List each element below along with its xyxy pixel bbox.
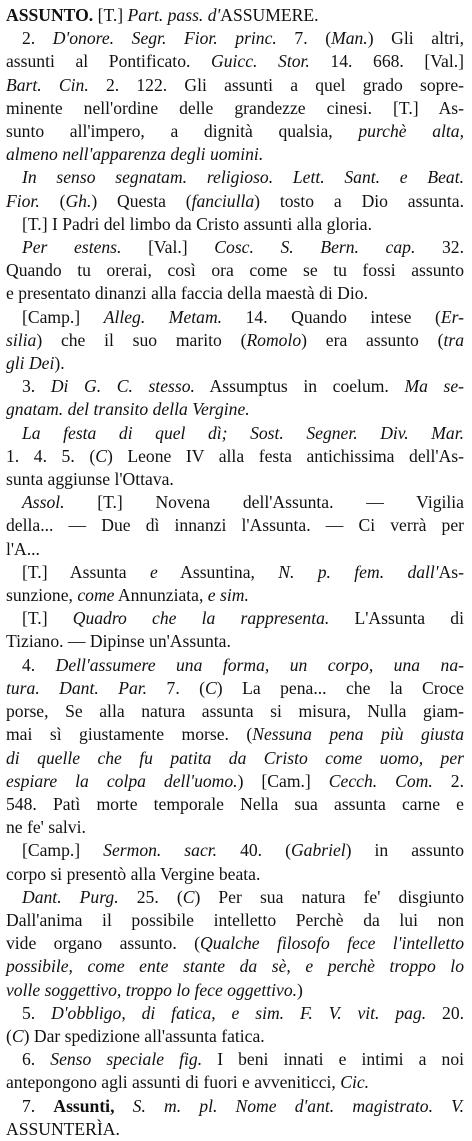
text-run: 7. (: [147, 677, 206, 698]
text-run: ).: [54, 353, 65, 374]
text-line: [6, 607, 464, 630]
italic-run: Gh.: [65, 190, 92, 211]
text-line: [6, 909, 464, 932]
text-line: [6, 816, 464, 839]
text-run: 6.: [22, 1049, 51, 1070]
italic-run: D'onore. Segr. Fior. princ.: [52, 28, 277, 49]
text-line: [6, 793, 464, 816]
italic-run: Man.: [331, 28, 368, 49]
text-run: [T.]: [22, 608, 73, 629]
text-run: della... — Due dì innanzi l'Assunta. — Ci verrà per: [6, 515, 464, 536]
text-run: assunti al Pontificato.: [6, 51, 212, 72]
text-run: 5.: [22, 1002, 52, 1023]
text-run: Assumptus in coelum.: [194, 376, 405, 397]
text-run: ASSUMERE.: [220, 5, 319, 25]
text-run: e presentato dinanzi alla faccia della maestà di Dio.: [6, 283, 368, 304]
text-run: sunto all'impero, a dignità qualsia,: [6, 121, 359, 142]
text-line: [6, 236, 464, 259]
text-run: ) tosto a Dio assunta.: [254, 190, 465, 211]
text-run: 3.: [22, 376, 51, 397]
text-run: [Val.]: [121, 237, 215, 258]
text-run: (: [39, 190, 66, 211]
italic-run: purchè alta,: [358, 121, 464, 142]
italic-run: Nessuna pena più giusta: [252, 724, 464, 745]
text-run: 25. (: [118, 886, 183, 907]
italic-run: C: [11, 1025, 24, 1046]
text-line: [6, 282, 464, 305]
text-run: 14. 668. [Val.]: [309, 51, 464, 72]
italic-run: Sermon. sacr.: [103, 840, 218, 861]
italic-run: gli Dei: [6, 353, 55, 374]
text-run: ) era assunto (: [301, 329, 444, 350]
italic-run: Assol.: [22, 492, 65, 513]
text-line: [6, 677, 464, 700]
italic-run: Bart. Cin.: [6, 74, 89, 95]
text-line: [6, 50, 464, 73]
text-line: [6, 213, 464, 236]
text-line: [6, 770, 464, 793]
text-line: [6, 422, 464, 445]
text-run: [114, 1096, 132, 1116]
italic-run: Ma se-: [404, 376, 465, 397]
text-line: [6, 932, 464, 955]
italic-run: gnatam. del transito della Vergine.: [6, 399, 250, 420]
text-line: [6, 886, 464, 909]
text-line: [6, 538, 464, 561]
text-run: ): [297, 979, 303, 1000]
text-run: Dall'anima il possibile intelletto Perchè da lui non: [6, 909, 464, 930]
text-run: ASSUNTERÌA.: [6, 1118, 120, 1139]
text-run: 7.: [22, 1095, 54, 1116]
italic-run: C: [205, 677, 217, 698]
italic-run: Alleg. Metam.: [103, 306, 223, 327]
text-run: ) [Cam.]: [237, 770, 329, 791]
italic-run: D'obbligo, di fatica, e sim. F. V. vit. pag.: [51, 1002, 427, 1023]
text-run: ) Per sua natura fe' disgiunto: [194, 886, 464, 907]
italic-run: Part. pass. d': [127, 5, 221, 25]
text-run: minente nell'ordine delle grandezze cinesi. [T.] As-: [6, 97, 464, 118]
italic-run: Dant. Purg.: [22, 886, 119, 907]
text-line: [6, 654, 464, 677]
text-line: [6, 190, 464, 213]
text-run: 32.: [415, 237, 464, 258]
text-run: I beni innati e intimi a noi: [202, 1049, 465, 1070]
text-line: [6, 561, 464, 584]
italic-run: N. p. fem. dall': [278, 561, 439, 582]
italic-run: Senso speciale fig.: [50, 1049, 203, 1070]
italic-run: come: [77, 585, 115, 606]
text-line: [6, 27, 464, 50]
text-run: [Camp.]: [22, 840, 104, 861]
text-run: [T.]: [93, 5, 128, 25]
text-run: sunta aggiunse l'Ottava.: [6, 469, 174, 490]
text-run: ) in assunto: [345, 840, 465, 861]
text-run: l'A...: [6, 538, 40, 559]
text-line: [6, 1071, 464, 1094]
text-line: [6, 74, 464, 97]
italic-run: Gabriel: [290, 840, 346, 861]
text-line: [6, 630, 464, 653]
text-run: Tiziano. — Dipinse un'Assunta.: [6, 631, 231, 652]
text-line: [6, 352, 464, 375]
italic-run: tura. Dant. Par.: [6, 677, 148, 698]
text-run: (: [6, 1025, 12, 1046]
text-line: [6, 584, 464, 607]
italic-run: Quadro che la rappresenta.: [72, 608, 330, 629]
italic-run: espiare la colpa dell'uomo.: [6, 770, 238, 791]
text-run: 548. Patì morte temporale Nella sua assunta carne e: [6, 793, 464, 814]
text-run: 20.: [426, 1002, 465, 1023]
text-line: [6, 514, 464, 537]
italic-run: In senso segnatam. religioso. Lett. Sant. e Beat.: [22, 167, 464, 188]
text-line: [6, 468, 464, 491]
text-run: ) La pena... che la Croce: [216, 677, 464, 698]
text-line: [6, 259, 464, 282]
italic-run: Qualche filosofo fece l'intelletto: [199, 933, 464, 954]
italic-run: Guicc. Stor.: [211, 51, 310, 72]
italic-run: Fior.: [6, 190, 40, 211]
text-line: [6, 839, 464, 862]
text-line: [6, 723, 464, 746]
italic-run: Romolo: [246, 329, 302, 350]
italic-run: Cic.: [340, 1072, 370, 1093]
text-line: [6, 306, 464, 329]
text-run: ) Leone IV alla festa antichissima dell'As-: [106, 445, 464, 466]
italic-run: possibile, come ente stante da sè, e perchè troppo lo: [6, 956, 464, 977]
italic-run: Er-: [440, 306, 464, 327]
italic-run: Cosc. S. Bern. cap.: [214, 237, 416, 258]
italic-run: S. m. pl. Nome d'ant. magistrato. V.: [132, 1095, 465, 1116]
text-run: ) Dar spedizione all'assunta fatica.: [23, 1025, 265, 1046]
text-line: [6, 955, 464, 978]
text-run: Quando tu orerai, così ora come se tu fossi assunto: [6, 260, 464, 281]
text-run: ) che il suo marito (: [36, 329, 247, 350]
text-run: vide organo assunto. (: [6, 933, 200, 954]
text-line: [6, 329, 464, 352]
text-run: 40. (: [217, 840, 291, 861]
italic-run: tra: [443, 329, 464, 350]
text-run: Assuntina,: [157, 561, 279, 582]
text-line: [6, 1002, 464, 1025]
text-line: [6, 4, 464, 27]
text-run: ne fe' salvi.: [6, 817, 86, 838]
dictionary-entry-assunto: [6, 4, 464, 1141]
text-run: [Camp.]: [22, 306, 104, 327]
italic-run: e: [149, 561, 158, 582]
text-run: 2. 122. Gli assunti a quel grado sopre-: [88, 74, 464, 95]
text-run: 2.: [22, 28, 53, 49]
text-run: antepongono agli assunti di fuori e avveniticci,: [6, 1072, 341, 1093]
text-run: [T.] Novena dell'Assunta. — Vigilia: [64, 492, 464, 513]
text-run: corpo si presentò alla Vergine beata.: [6, 863, 261, 884]
italic-run: volle soggettivo, troppo lo fece oggettivo.: [6, 979, 298, 1000]
italic-run: C: [182, 886, 195, 907]
italic-run: di quelle che fu patita da Cristo come uomo, per: [6, 747, 464, 768]
text-line: [6, 166, 464, 189]
text-line: [6, 1118, 464, 1141]
text-line: [6, 700, 464, 723]
italic-run: fanciulla: [191, 190, 255, 211]
text-line: [6, 398, 464, 421]
text-line: [6, 1025, 464, 1048]
text-run: L'Assunta di: [329, 608, 464, 629]
italic-run: silia: [6, 329, 37, 350]
italic-run: La festa di quel dì; Sost. Segner. Div. Mar.: [22, 422, 464, 443]
italic-run: almeno nell'apparenza degli uomini.: [6, 144, 264, 165]
headword: ASSUNTO.: [6, 5, 94, 25]
headword: Assunti,: [53, 1095, 115, 1116]
italic-run: Dell'assumere una forma, un corpo, una na-: [55, 654, 464, 675]
text-line: [6, 1095, 464, 1118]
text-run: ) Questa (: [91, 190, 192, 211]
text-run: 14. Quando intese (: [222, 306, 441, 327]
text-run: As-: [438, 561, 464, 582]
italic-run: C: [95, 445, 107, 466]
text-line: [6, 143, 464, 166]
text-run: ) Gli altri,: [367, 28, 464, 49]
text-run: Annunziata,: [114, 585, 208, 606]
text-run: 2.: [432, 770, 464, 791]
text-line: [6, 120, 464, 143]
italic-run: e sim.: [207, 585, 249, 606]
text-line: [6, 863, 464, 886]
text-line: [6, 375, 464, 398]
text-run: [T.] I Padri del limbo da Cristo assunti alla gloria.: [22, 213, 373, 234]
text-line: [6, 445, 464, 468]
text-run: sunzione,: [6, 585, 78, 606]
text-run: [T.] Assunta: [22, 561, 150, 582]
text-line: [6, 979, 464, 1002]
text-run: mai sì giustamente morse. (: [6, 724, 253, 745]
text-line: [6, 491, 464, 514]
text-run: 1. 4. 5. (: [6, 445, 96, 466]
italic-run: Cecch. Com.: [328, 770, 433, 791]
text-line: [6, 97, 464, 120]
italic-run: Di G. C. stesso.: [50, 376, 195, 397]
italic-run: Per estens.: [22, 237, 122, 258]
text-run: 4.: [22, 654, 56, 675]
text-line: [6, 1048, 464, 1071]
text-run: 7. (: [276, 28, 332, 49]
text-run: porse, Se alla natura assunta si misura, Nulla giam-: [6, 701, 464, 722]
text-line: [6, 747, 464, 770]
